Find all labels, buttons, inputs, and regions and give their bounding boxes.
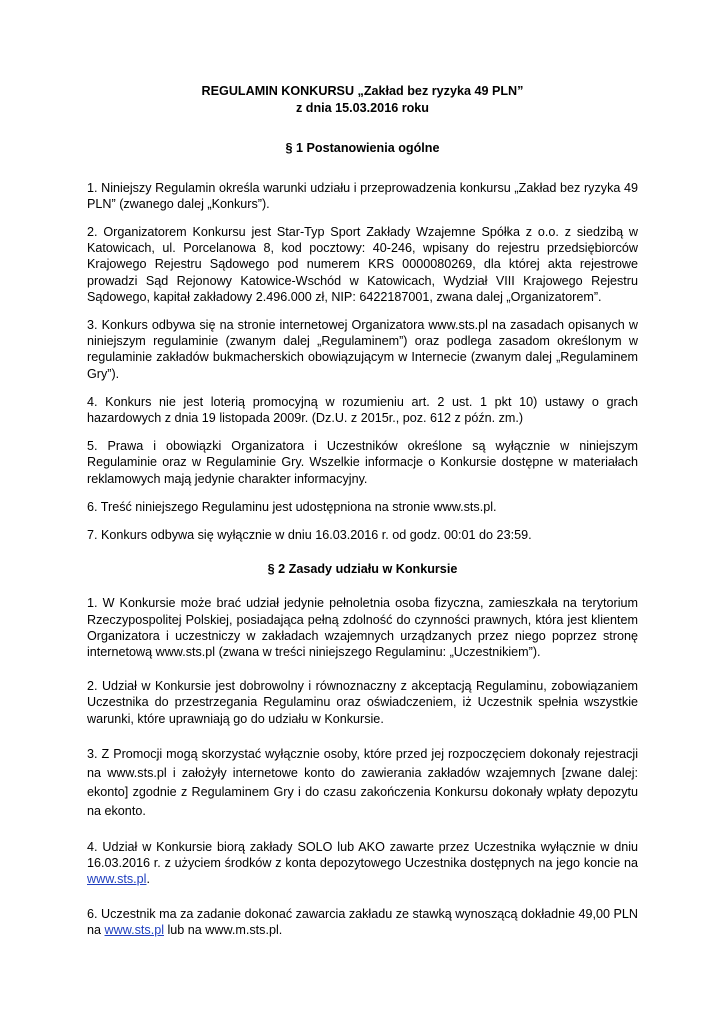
- section-2-paragraph-4-text: 4. Udział w Konkursie biorą zakłady SOLO lub AKO zawarte przez Uczestnika wyłącznie w dniu 16.03.2016 r. z użyciem środków z konta depozytowego Uczestnika dostępnych na jego koncie na: [87, 839, 638, 871]
- section-1-paragraph-4: 4. Konkurs nie jest loterią promocyjną w rozumieniu art. 2 ust. 1 pkt 10) ustawy o grach hazardowych z dnia 19 listopada 2009r. (Dz.U. z 2015r., poz. 612 z późn. zm.): [87, 394, 638, 426]
- section-2-paragraph-4-end: .: [146, 872, 150, 887]
- section-2-paragraph-6: [87, 906, 638, 938]
- sts-link[interactable]: www.sts.pl: [104, 922, 164, 937]
- section-2-heading: § 2 Zasady udziału w Konkursie: [267, 562, 458, 577]
- document-date: z dnia 15.03.2016 roku: [295, 101, 429, 116]
- section-2-paragraph-1: 1. W Konkursie może brać udział jedynie pełnoletnia osoba fizyczna, zamieszkała na terytorium Rzeczypospolitej Polskiej, posiadająca pełną zdolność do czynności prawnych, która jest klientem Organizatora i uczestniczy w zakładach wzajemnych urządzanych przez niego poprzez stronę internetową www.sts.pl (zwana w treści niniejszego Regulaminu: „Uczestnikiem”).: [87, 596, 638, 660]
- section-1-paragraph-5: 5. Prawa i obowiązki Organizatora i Uczestników określone są wyłącznie w niniejszym Regulaminie oraz w Regulaminie Gry. Wszelkie informacje o Konkursie dostępne w materiałach reklamowych mają jedynie charakter informacyjny.: [87, 439, 638, 486]
- section-1-paragraph-2: 2. Organizatorem Konkursu jest Star-Typ Sport Zakłady Wzajemne Spółka z o.o. z siedzibą w Katowicach, ul. Porcelanowa 8, kod pocztowy: 40-246, wpisany do rejestru przedsiębiorców Krajowego Rejestru Sądowego pod numerem KRS 0000080269, dla której akta rejestrowe prowadzi Sąd Rejonowy Katowice-Wschód w Katowicach, Wydział VIII Krajowego Rejestru Sądowego, kapitał zakładowy 2.496.000 zł, NIP: 6422187001, zwana dalej „Organizatorem”.: [87, 225, 638, 304]
- section-1-paragraph-1: 1. Niniejszy Regulamin określa warunki udziału i przeprowadzenia konkursu „Zakład bez ryzyka 49 PLN” (zwanego dalej „Konkurs”).: [87, 180, 638, 211]
- section-1-heading: § 1 Postanowienia ogólne: [285, 141, 440, 156]
- section-2-paragraph-6-text: 6. Uczestnik ma za zadanie dokonać zawarcia zakładu ze stawką wynoszącą dokładnie 49,00 PLN na: [87, 906, 638, 937]
- sts-link[interactable]: www.sts.pl: [87, 872, 147, 887]
- section-2-paragraph-2: 2. Udział w Konkursie jest dobrowolny i równoznaczny z akceptacją Regulaminu, zobowiązaniem Uczestnika do przestrzegania Regulaminu oraz oświadczeniem, iż Uczestnik spełnia wszystkie warunki, które uprawniają go do udziału w Konkursie.: [87, 679, 638, 726]
- section-1-paragraph-7: 7. Konkurs odbywa się wyłącznie w dniu 16.03.2016 r. od godz. 00:01 do 23:59.: [87, 528, 532, 543]
- section-2-paragraph-3: 3. Z Promocji mogą skorzystać wyłącznie osoby, które przed jej rozpoczęciem dokonały rejestracji na www.sts.pl i założyły internetowe konto do zawierania zakładów wzajemnych [zwane dalej: ekonto] zgodnie z Regulaminem Gry i do czasu zakończenia Konkursu dokonały wpłaty depozytu na ekonto.: [87, 746, 638, 818]
- section-2-paragraph-6-end: lub na www.m.sts.pl.: [164, 922, 283, 937]
- section-1-paragraph-3: 3. Konkurs odbywa się na stronie internetowej Organizatora www.sts.pl na zasadach opisanych w niniejszym regulaminie (zwanym dalej „Regulaminem”) oraz podlega zasadom określonym w regulaminie zakładów bukmacherskich obowiązującym w Internecie (zwanym dalej „Regulaminem Gry”).: [87, 318, 638, 381]
- document-title: REGULAMIN KONKURSU „Zakład bez ryzyka 49 PLN”: [201, 84, 524, 98]
- section-1-paragraph-6: 6. Treść niniejszego Regulaminu jest udostępniona na stronie www.sts.pl.: [87, 499, 497, 514]
- section-2-paragraph-4: [87, 839, 638, 888]
